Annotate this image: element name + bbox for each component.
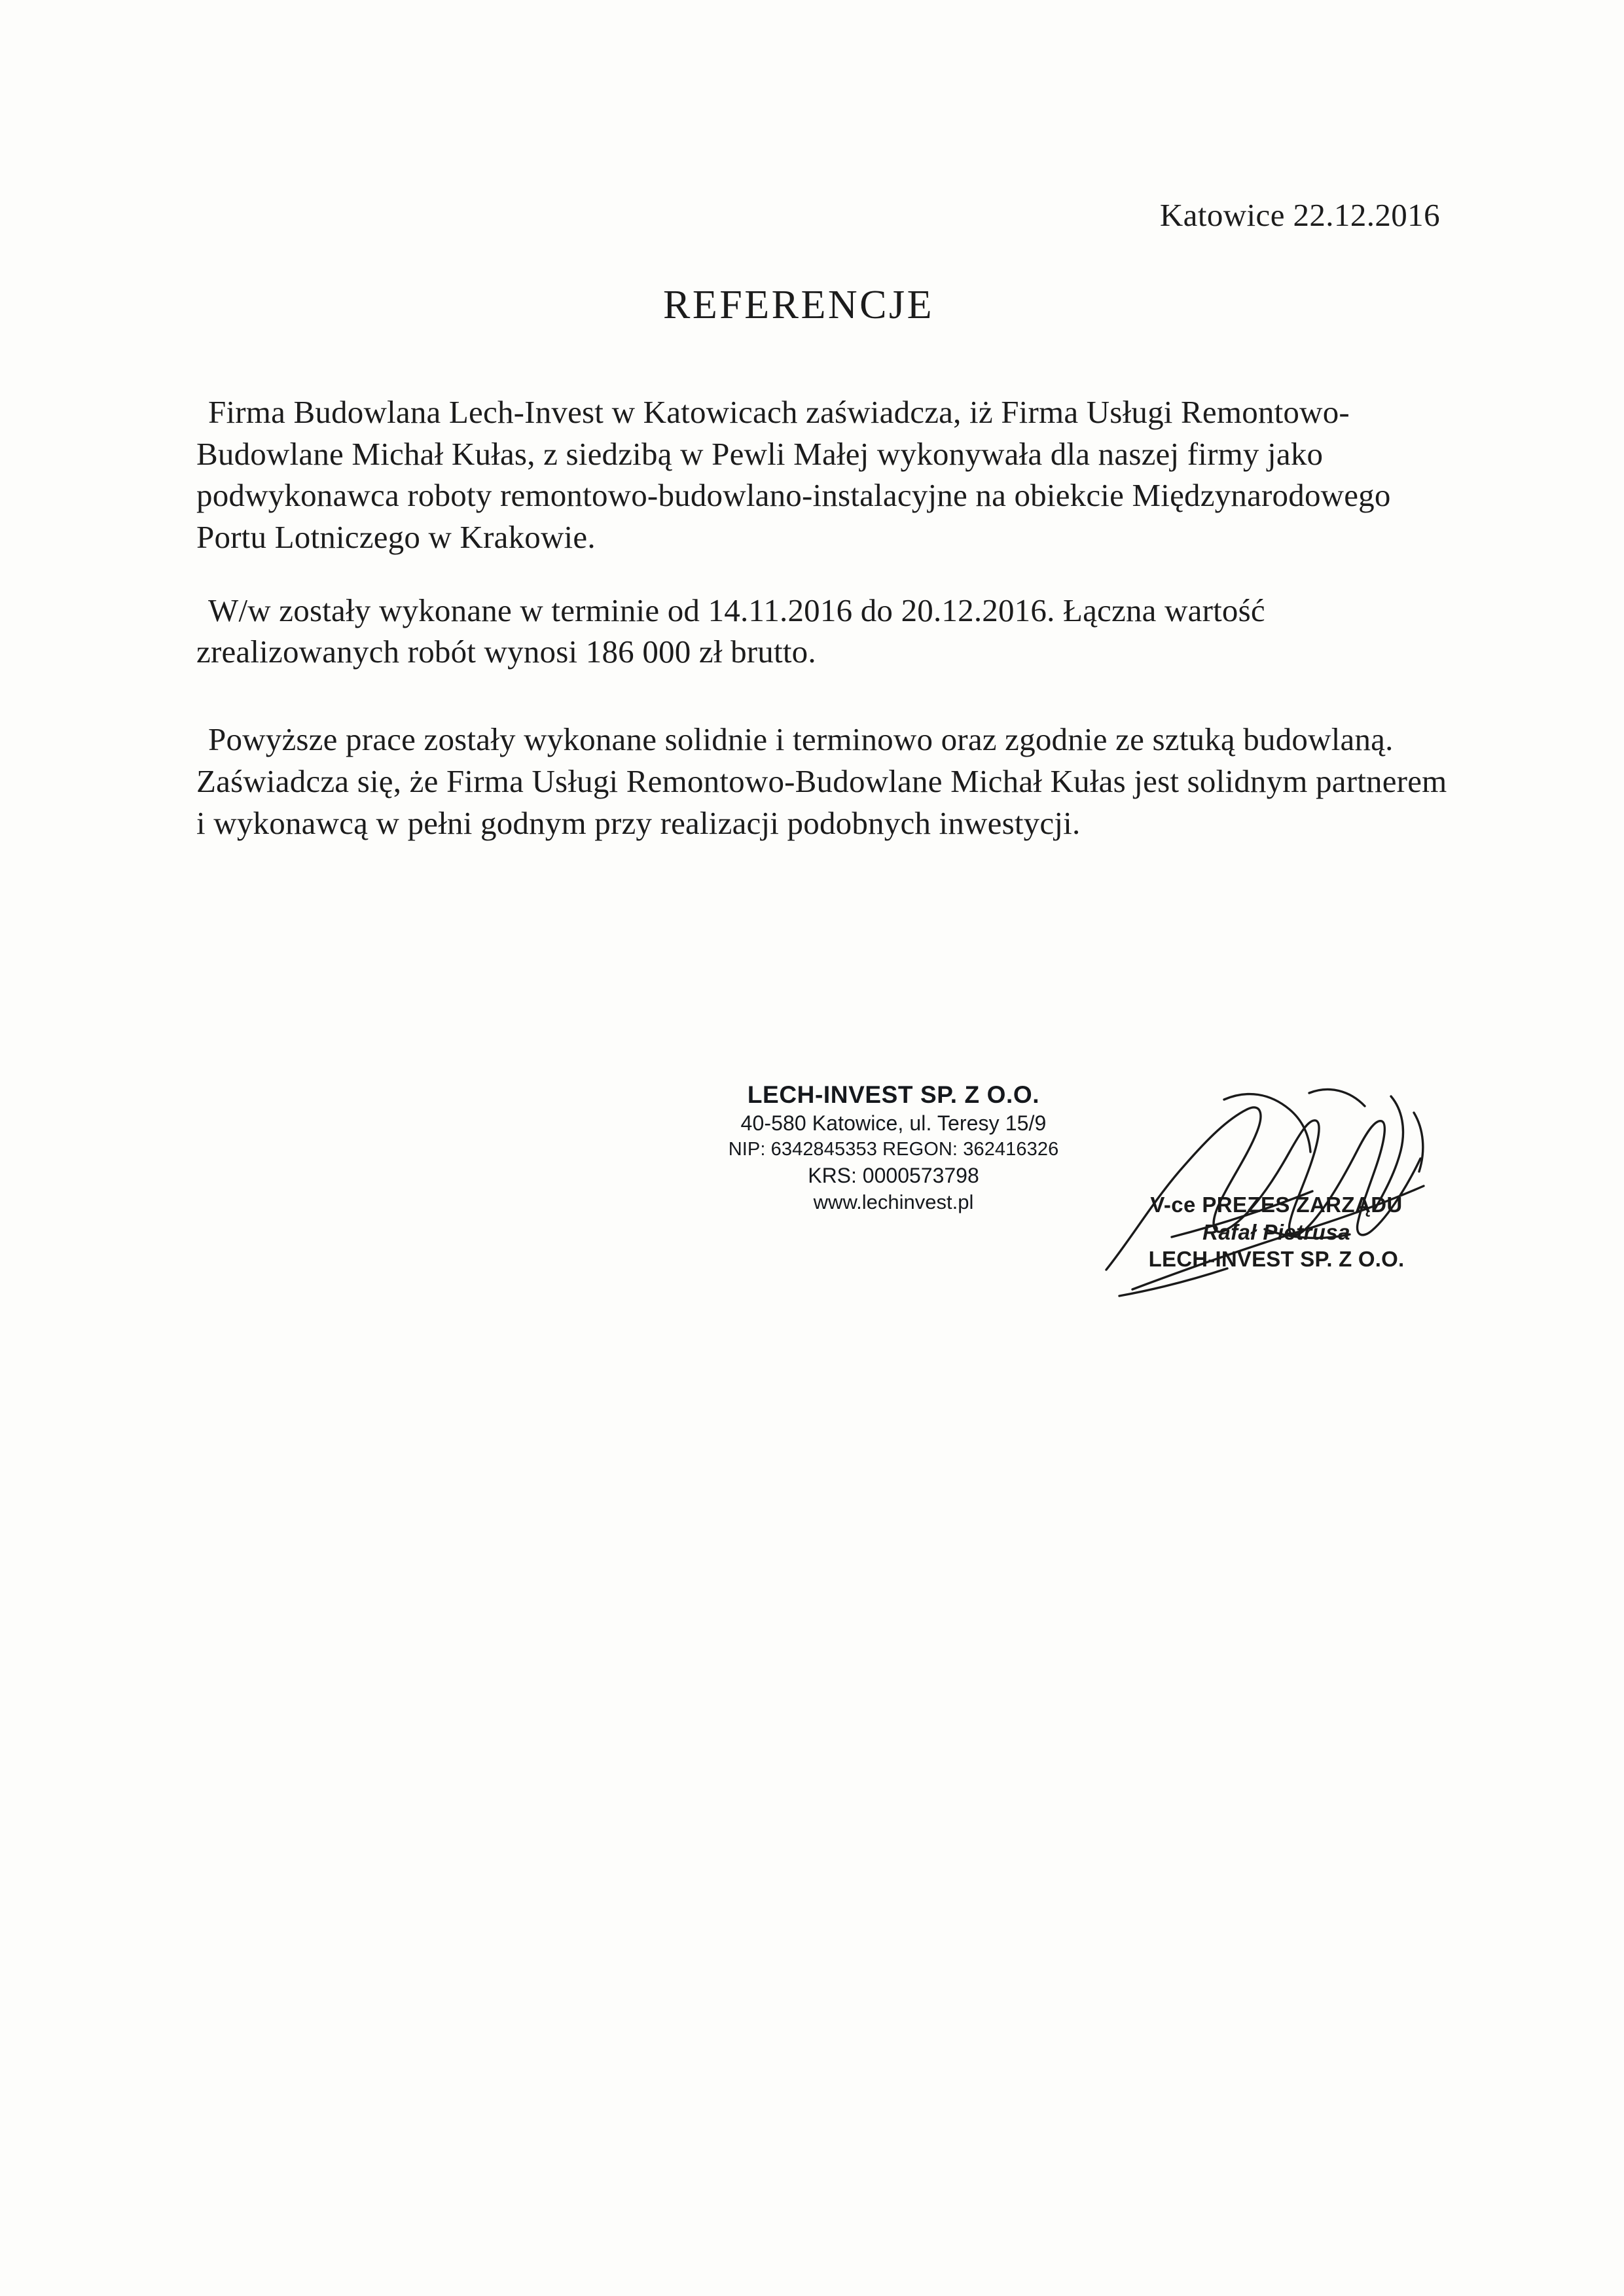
paragraph-scope-value: W/w zostały wykonane w terminie od 14.11.2016 do 20.12.2016. Łączna wartość zrealizowanych robót wynosi 186 000 zł brutto. [196, 592, 1265, 670]
company-stamp-krs: KRS: 0000573798 [808, 1163, 979, 1187]
document-date: Katowice 22.12.2016 [1159, 197, 1440, 233]
company-stamp [710, 1080, 1077, 1216]
signature-company: LECH-INVEST SP. Z O.O. [1148, 1247, 1405, 1272]
document-body [196, 196, 1460, 874]
company-stamp-ids: NIP: 6342845353 REGON: 362416326 [728, 1139, 1059, 1160]
paragraph-intro: Firma Budowlana Lech-Invest w Katowicach zaświadcza, iż Firma Usługi Remontowo-Budowlane Michał Kułas, z siedzibą w Pewli Małej wykonywała dla naszej firmy jako podwykonawca roboty remontowo-budowlano-instalacyjne na obiekcie Międzynarodowego Portu Lotniczego w Krakowie. [196, 394, 1391, 556]
company-stamp-name: LECH-INVEST SP. Z O.O. [747, 1081, 1040, 1108]
signature-person: Rafał Pietrusa [1202, 1219, 1350, 1244]
company-stamp-website: www.lechinvest.pl [813, 1191, 974, 1214]
signature-stamp-text [1106, 1191, 1447, 1273]
paragraph-recommendation: Powyższe prace zostały wykonane solidnie i terminowo oraz zgodnie ze sztuką budowlaną. Zaświadcza się, że Firma Usługi Remontowo-Budowlane Michał Kułas jest solidnym partnerem i wykonawcą w pełni godnym przy realizacji podobnych inwestycji. [196, 721, 1447, 841]
company-stamp-address: 40-580 Katowice, ul. Teresy 15/9 [740, 1111, 1047, 1135]
signature-block [1106, 1093, 1447, 1309]
page-title: REFERENCJE [663, 283, 934, 327]
signature-role: V-ce PREZES ZARZĄDU [1150, 1193, 1403, 1217]
footer-zone [0, 1080, 1624, 1355]
